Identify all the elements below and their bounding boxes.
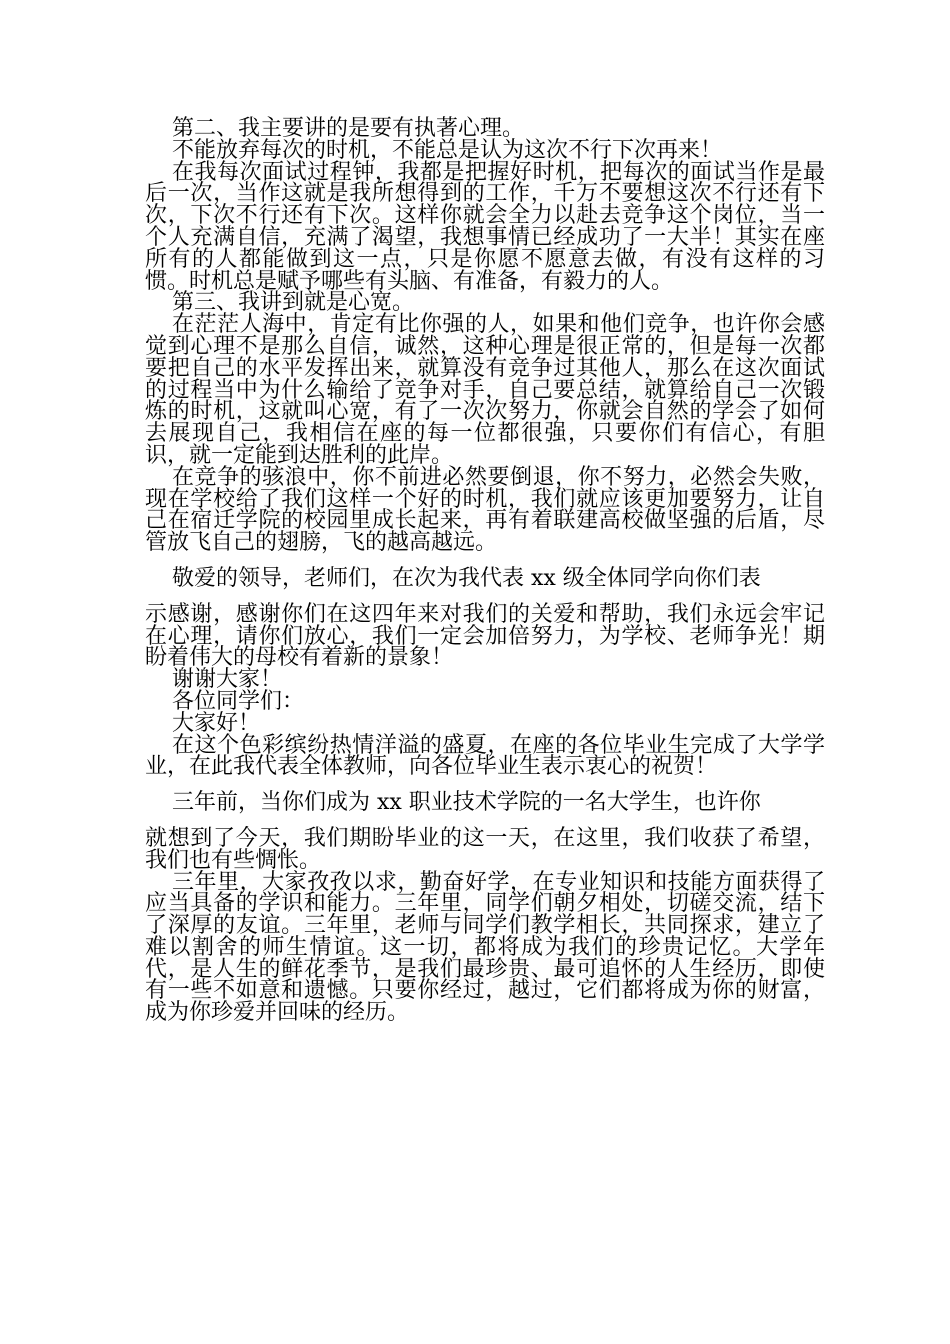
paragraph-12-line-1: 三年前，当你们成为 xx 职业技术学院的一名大学生，也许你: [172, 790, 761, 816]
paragraph-9: 各位同学们：: [172, 688, 305, 714]
paragraph-3: 在我每次面试过程钟，我都是把握好时机，把每次的面试当作是最后一次，当作这就是我所想得到的工作，千万不要想这次不行还有下次，下次不行还有下次。这样你就会全力以赴去竞争这个岗位，当一个人充满自信，充满了渴望，我想事情已经成功了一大半！其实在座所有的人都能做到这一点，只是你愿不愿意去做，有没有这样的习惯。时机总是赋予哪些有头脑、有准备，有毅力的人。: [145, 159, 825, 294]
paragraph-6: 在竞争的骇浪中，你不前进必然要倒退，你不努力，必然会失败，现在学校给了我们这样一个好的时机，我们就应该更加要努力，让自己在宿迁学院的校园里成长起来，再有着联建高校做坚强的后盾，尽管放飞自己的翅膀，飞的越高越远。: [145, 464, 825, 556]
paragraph-1: 第二、我主要讲的是要有执著心理。: [172, 116, 525, 141]
paragraph-7-continuation: 示感谢，感谢你们在这四年来对我们的关爱和帮助，我们永远会牢记在心理，请你们放心，我们一定会加倍努力，为学校、老师争光！期盼着伟大的母校有着新的景象！: [145, 601, 825, 671]
paragraph-5: 在茫茫人海中，肯定有比你强的人，如果和他们竞争，也许你会感觉到心理不是那么自信，诚然，这种心理是很正常的，但是每一次都要把自己的水平发挥出来，就算没有竞争过其他人，那么在这次面试的过程当中为什么输给了竞争对手，自己要总结，就算给自己一次锻炼的时机，这就叫心宽，有了一次次努力，你就会自然的学会了如何去展现自己，我相信在座的每一位都很强，只要你们有信心，有胆识，就一定能到达胜利的此岸。: [145, 312, 825, 468]
paragraph-12-continuation: 就想到了今天，我们期盼毕业的这一天，在这里，我们收获了希望，我们也有些惆怅。: [145, 825, 825, 873]
paragraph-2: 不能放弃每次的时机，不能总是认为这次不行下次再来！: [172, 137, 723, 163]
paragraph-7-line-1: 敬爱的领导，老师们，在次为我代表 xx 级全体同学向你们表: [172, 565, 761, 591]
paragraph-10: 大家好！: [172, 710, 261, 736]
paragraph-8: 谢谢大家！: [172, 667, 283, 693]
paragraph-11: 在这个色彩缤纷热情洋溢的盛夏，在座的各位毕业生完成了大学学业，在此我代表全体教师，向各位毕业生表示衷心的祝贺！: [145, 732, 825, 780]
paragraph-13: 三年里，大家孜孜以求，勤奋好学，在专业知识和技能方面获得了应当具备的学识和能力。三年里，同学们朝夕相处，切磋交流，结下了深厚的友谊。三年里，老师与同学们教学相长，共同探求，建立了难以割舍的师生情谊。这一切，都将成为我们的珍贵记忆。大学年代，是人生的鲜花季节，是我们最珍贵、最可追怀的人生经历，即使有一些不如意和遗憾。只要你经过，越过，它们都将成为你的财富，成为你珍爱并回味的经历。: [145, 869, 825, 1026]
paragraph-4: 第三、我讲到就是心宽。: [172, 290, 415, 316]
document-page: [145, 118, 825, 1024]
